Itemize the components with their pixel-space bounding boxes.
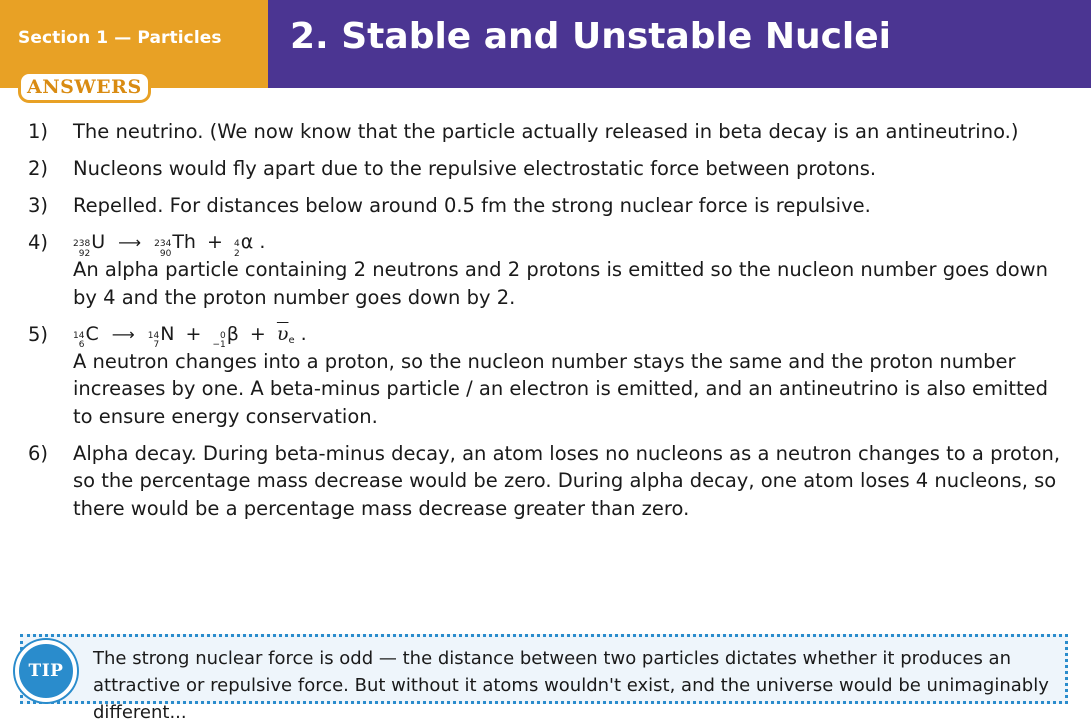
element-symbol: U bbox=[91, 231, 106, 253]
element-symbol: α bbox=[240, 231, 254, 253]
equation-period: . bbox=[259, 231, 266, 253]
atomic-number: 6 bbox=[78, 340, 85, 350]
mass-number: 4 bbox=[234, 239, 240, 249]
alpha-decay-equation bbox=[73, 229, 1073, 259]
answer-text: Alpha decay. During beta-minus decay, an atom loses no nucleons as a neutron changes to a proton, so the percentage mass decrease would be zero. During alpha decay, one atom loses 4 nucleons, so there would be a percentage mass decrease greater than zero. bbox=[73, 441, 1061, 520]
element-symbol: N bbox=[160, 322, 175, 345]
mass-number: 0 bbox=[220, 330, 226, 341]
plus-sign: + bbox=[185, 322, 202, 345]
reaction-arrow: ⟶ bbox=[118, 233, 142, 252]
answer-number: 5) bbox=[28, 322, 49, 346]
tip-text: The strong nuclear force is odd — the distance between two particles dictates whether it produces an attractive or repulsive force. But without it atoms wouldn't exist, and the universe would be unimaginably different... bbox=[93, 648, 1049, 723]
plus-sign: + bbox=[207, 231, 223, 253]
answer-text: A neutron changes into a proton, so the nucleon number stays the same and the proton number increases by one. A beta-minus particle / an electron is emitted, and an antineutrino is also emitted to ensure energy conservation. bbox=[73, 349, 1049, 428]
answers-list bbox=[0, 118, 1091, 522]
answer-text: The neutrino. (We now know that the particle actually released in beta decay is an antineutrino.) bbox=[73, 120, 1019, 143]
answer-4 bbox=[0, 229, 1091, 311]
antineutrino-symbol: $\overline{\upsilon}$ bbox=[276, 322, 289, 345]
mass-number: 14 bbox=[147, 330, 160, 341]
mass-number: 14 bbox=[73, 330, 85, 341]
answer-text: Nucleons would fly apart due to the repulsive electrostatic force between protons. bbox=[73, 157, 877, 180]
answer-number: 3) bbox=[28, 194, 49, 217]
answer-2 bbox=[0, 155, 1091, 183]
atomic-number: 90 bbox=[159, 248, 172, 259]
answer-3 bbox=[0, 192, 1091, 220]
answer-text: Repelled. For distances below around 0.5 fm the strong nuclear force is repulsive. bbox=[73, 194, 871, 217]
element-symbol: C bbox=[85, 322, 99, 345]
mass-number: 234 bbox=[154, 239, 172, 249]
atomic-number: 7 bbox=[153, 340, 160, 350]
equation-period: . bbox=[300, 322, 307, 345]
electron-subscript: e bbox=[288, 334, 295, 346]
answer-number: 4) bbox=[28, 231, 49, 254]
beta-decay-equation bbox=[73, 321, 1073, 348]
title-banner bbox=[268, 0, 1091, 88]
answers-badge: ANSWERS bbox=[18, 71, 151, 103]
section-label: Section 1 — Particles bbox=[18, 28, 222, 48]
page-title: 2. Stable and Unstable Nuclei bbox=[290, 16, 892, 57]
atomic-number: 2 bbox=[234, 248, 240, 259]
tip-box bbox=[20, 634, 1068, 723]
reaction-arrow: ⟶ bbox=[111, 324, 135, 344]
atomic-number: −1 bbox=[212, 340, 226, 350]
element-symbol: β bbox=[226, 322, 239, 345]
answer-1 bbox=[0, 118, 1091, 146]
plus-sign: + bbox=[249, 322, 266, 345]
answer-6 bbox=[0, 440, 1091, 523]
answer-number: 1) bbox=[28, 120, 49, 143]
answer-number: 6) bbox=[28, 441, 49, 465]
element-symbol: Th bbox=[172, 231, 196, 253]
answer-number: 2) bbox=[28, 157, 49, 180]
answer-text: An alpha particle containing 2 neutrons and 2 protons is emitted so the nucleon number goes down by 4 and the proton number goes down by 2. bbox=[73, 258, 1048, 309]
atomic-number: 92 bbox=[78, 248, 91, 259]
answer-5 bbox=[0, 321, 1091, 431]
mass-number: 238 bbox=[73, 239, 91, 249]
tip-badge: TIP bbox=[15, 640, 77, 702]
